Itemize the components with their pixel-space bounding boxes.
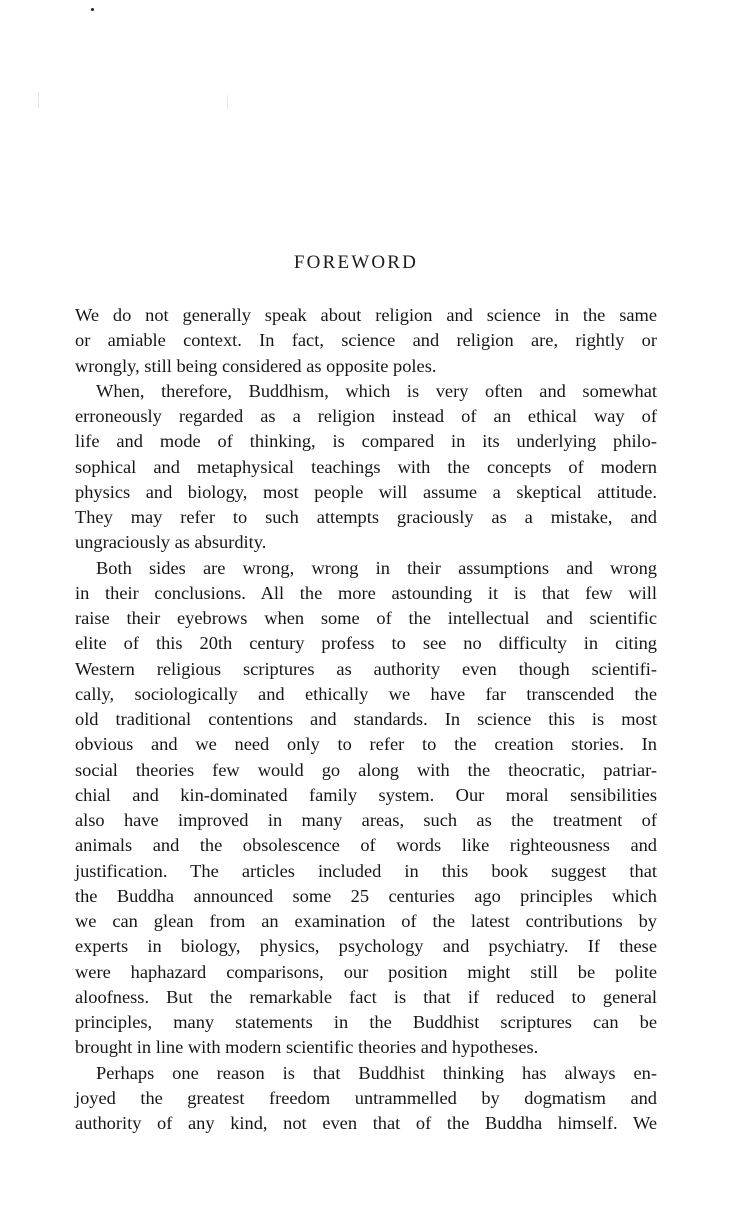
text-line: Perhaps one reason is that Buddhist thinking has always en-: [96, 1062, 657, 1083]
scan-artifact: [227, 95, 228, 109]
text-line: When, therefore, Buddhism, which is very often and somewhat: [96, 380, 657, 401]
text-line: ungraciously as absurdity.: [75, 532, 267, 553]
text-line: in their conclusions. All the more astounding it is that few will: [75, 582, 657, 603]
text-line: animals and the obsolescence of words like righteousness and: [75, 835, 657, 856]
text-line: authority of any kind, not even that of the Buddha himself. We: [75, 1113, 657, 1133]
text-line: We do not generally speak about religion and science in the same: [75, 305, 657, 325]
text-line: erroneously regarded as a religion instead of an ethical way of: [75, 406, 657, 426]
text-line: joyed the greatest freedom untrammelled by dogmatism and: [75, 1087, 657, 1108]
text-line: we can glean from an examination of the latest contributions by: [75, 911, 657, 931]
text-line: justification. The articles included in this book suggest that: [75, 860, 657, 881]
text-line: social theories few would go along with the theocratic, patriar-: [75, 759, 657, 780]
text-line: elite of this 20th century profess to see no difficulty in citing: [75, 633, 657, 654]
text-line: or amiable context. In fact, science and religion are, rightly or: [75, 330, 657, 351]
scan-speck: [91, 8, 94, 11]
scan-artifact: [38, 92, 39, 108]
text-line: the Buddha announced some 25 centuries ago principles which: [75, 885, 657, 906]
text-line: Both sides are wrong, wrong in their assumptions and wrong: [96, 557, 657, 578]
text-line: sophical and metaphysical teachings with the concepts of modern: [75, 456, 657, 477]
text-line: were haphazard comparisons, our position might still be polite: [75, 961, 657, 982]
text-line: aloofness. But the remarkable fact is that if reduced to general: [75, 986, 657, 1007]
text-line: old traditional contentions and standards. In science this is most: [75, 709, 657, 729]
text-line: principles, many statements in the Buddhist scriptures can be: [75, 1012, 657, 1032]
text-line: experts in biology, physics, psychology and psychiatry. If these: [75, 936, 657, 957]
text-line: physics and biology, most people will assume a skeptical attitude.: [75, 481, 657, 502]
text-line: chial and kin-dominated family system. Our moral sensibilities: [75, 784, 657, 805]
text-line: life and mode of thinking, is compared in its underlying philo-: [75, 431, 657, 452]
text-line: obvious and we need only to refer to the creation stories. In: [75, 734, 657, 755]
page-title: FOREWORD: [293, 252, 419, 273]
text-line: Western religious scriptures as authority even though scientifi-: [75, 658, 657, 679]
text-line: They may refer to such attempts graciously as a mistake, and: [75, 507, 657, 527]
text-line: also have improved in many areas, such as the treatment of: [75, 810, 657, 830]
text-line: wrongly, still being considered as opposite poles.: [75, 355, 437, 376]
text-line: cally, sociologically and ethically we have far transcended the: [75, 683, 657, 704]
text-line: brought in line with modern scientific theories and hypotheses.: [75, 1037, 539, 1058]
text-line: raise their eyebrows when some of the intellectual and scientific: [75, 608, 657, 628]
body-text: [75, 303, 657, 1136]
